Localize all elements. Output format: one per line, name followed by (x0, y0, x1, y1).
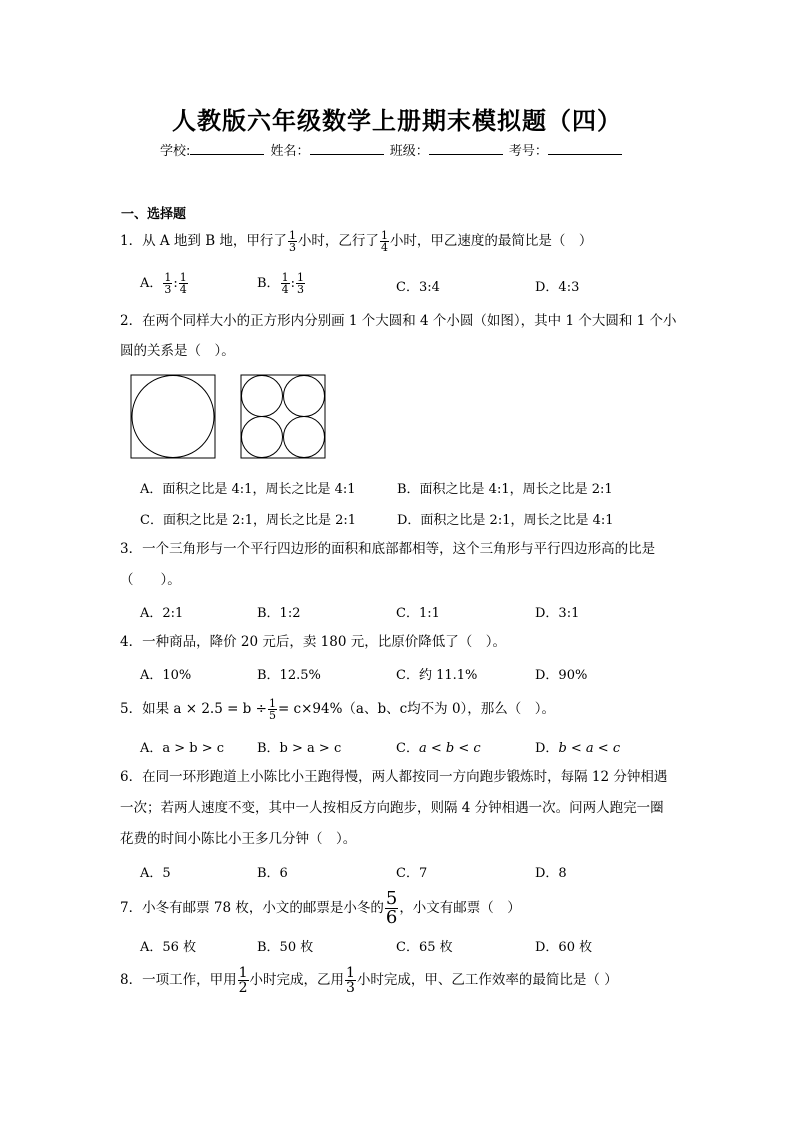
student-info-line (160, 140, 624, 159)
q2-option-c[interactable]: C．面积之比是 2:1，周长之比是 2:1 (140, 513, 357, 528)
q5-option-c[interactable]: C．a < b < c (396, 741, 481, 756)
exam-no-label: 考号： (508, 144, 548, 159)
q2-option-b[interactable]: B．面积之比是 4:1，周长之比是 2:1 (397, 482, 613, 497)
q4-option-a[interactable]: A．10% (140, 668, 192, 683)
page-title: 人教版六年级数学上册期末模拟题（四） (172, 107, 622, 135)
q5-text-1: 5．如果 a × 2.5 = b ÷ (120, 701, 267, 717)
q2-line-2: 圆的关系是（ ）。 (120, 343, 235, 359)
q5-option-a[interactable]: A．a > b > c (140, 741, 225, 756)
q1-text-2: 小时，乙行了 (297, 233, 379, 249)
q2-figure (130, 374, 330, 460)
q6-line-2: 一次；若两人速度不变，其中一人按相反方向跑步，则隔 4 分钟相遇一次。问两人跑完一圈 (120, 800, 664, 816)
class-blank[interactable] (429, 142, 503, 155)
fraction: $\frac{1}{3}$ (296, 271, 304, 296)
q4-option-c[interactable]: C．约 11.1% (396, 668, 478, 683)
q6-line-1: 6．在同一环形跑道上小陈比小王跑得慢，两人都按同一方向跑步锻炼时，每隔 12 分钟相遇 (120, 769, 668, 785)
q3-option-d[interactable]: D．3:1 (535, 606, 580, 621)
section-heading: 一、选择题 (121, 207, 187, 222)
question-5 (120, 698, 555, 721)
q3-line-2: （ ）。 (120, 572, 181, 588)
square-with-big-circle (131, 375, 215, 458)
question-1 (120, 230, 592, 253)
q7-option-c[interactable]: C．65 枚 (396, 940, 453, 955)
q1-option-d[interactable]: D．4:3 (535, 280, 580, 295)
q6-option-a[interactable]: A．5 (140, 866, 171, 881)
question-7 (120, 890, 521, 927)
q5-text-2: = c×94%（a、b、c均不为 0），那么（ ）。 (277, 701, 556, 717)
q1-option-b[interactable]: B． $\frac{1}{4}$ : $\frac{1}{3}$ (257, 271, 304, 296)
fraction: $\frac{1}{4}$ (380, 229, 388, 254)
q6-line-3: 花费的时间小陈比小王多几分钟（ ）。 (120, 831, 357, 847)
q8-text-2: 小时完成，乙用 (249, 972, 345, 988)
q5-option-b[interactable]: B．b > a > c (257, 741, 342, 756)
q6-option-c[interactable]: C．7 (396, 866, 428, 881)
square-with-four-small-circles (241, 375, 325, 458)
exam-no-blank[interactable] (548, 142, 622, 155)
school-label: 学校: (160, 144, 191, 159)
fraction: $\frac{5}{6}$ (385, 888, 398, 928)
q8-text-3: 小时完成，甲、乙工作效率的最简比是（ ） (356, 972, 618, 988)
name-label: 姓名： (270, 144, 310, 159)
q1-option-a[interactable]: A． $\frac{1}{3}$ : $\frac{1}{4}$ (140, 271, 187, 296)
q4-option-b[interactable]: B．12.5% (257, 668, 321, 683)
fraction: $\frac{1}{2}$ (238, 965, 248, 996)
q2-option-d[interactable]: D．面积之比是 2:1，周长之比是 4:1 (397, 513, 614, 528)
school-blank[interactable] (190, 142, 264, 155)
question-8 (120, 966, 618, 995)
q7-text-2: ，小文有邮票（ ） (399, 900, 521, 916)
name-blank[interactable] (310, 142, 384, 155)
q3-option-b[interactable]: B．1:2 (257, 606, 301, 621)
fraction: $\frac{1}{3}$ (164, 271, 172, 296)
q2-option-a[interactable]: A．面积之比是 4:1，周长之比是 4:1 (140, 482, 356, 497)
q3-line-1: 3．一个三角形与一个平行四边形的面积和底部都相等，这个三角形与平行四边形高的比是 (120, 541, 656, 557)
q4-text: 4．一种商品，降价 20 元后，卖 180 元，比原价降低了（ ）。 (120, 634, 506, 650)
fraction: $\frac{1}{5}$ (268, 697, 276, 722)
q4-option-d[interactable]: D．90% (535, 668, 588, 683)
q7-option-b[interactable]: B．50 枚 (257, 940, 314, 955)
q6-option-b[interactable]: B．6 (257, 866, 288, 881)
q3-option-c[interactable]: C．1:1 (396, 606, 440, 621)
fraction: $\frac{1}{4}$ (179, 271, 187, 296)
q1-option-c[interactable]: C．3:4 (396, 280, 440, 295)
q7-option-a[interactable]: A．56 枚 (140, 940, 197, 955)
q3-option-a[interactable]: A．2:1 (140, 606, 184, 621)
fraction: $\frac{1}{3}$ (346, 965, 355, 996)
q8-text-1: 8．一项工作，甲用 (120, 972, 237, 988)
q5-option-d[interactable]: D．b < a < c (535, 741, 621, 756)
q6-option-d[interactable]: D．8 (535, 866, 567, 881)
fraction: $\frac{1}{4}$ (281, 271, 289, 296)
class-label: 班级： (389, 144, 429, 159)
q2-line-1: 2．在两个同样大小的正方形内分别画 1 个大圆和 4 个小圆（如图），其中 1 个大圆和 1 个小 (120, 313, 677, 329)
q1-text-3: 小时，甲乙速度的最简比是（ ） (389, 233, 593, 249)
q7-option-d[interactable]: D．60 枚 (535, 940, 593, 955)
q7-text-1: 7．小冬有邮票 78 枚，小文的邮票是小冬的 (120, 900, 384, 916)
q1-text-1: 1．从 A 地到 B 地，甲行了 (120, 233, 287, 249)
fraction: $\frac{1}{3}$ (288, 229, 296, 254)
